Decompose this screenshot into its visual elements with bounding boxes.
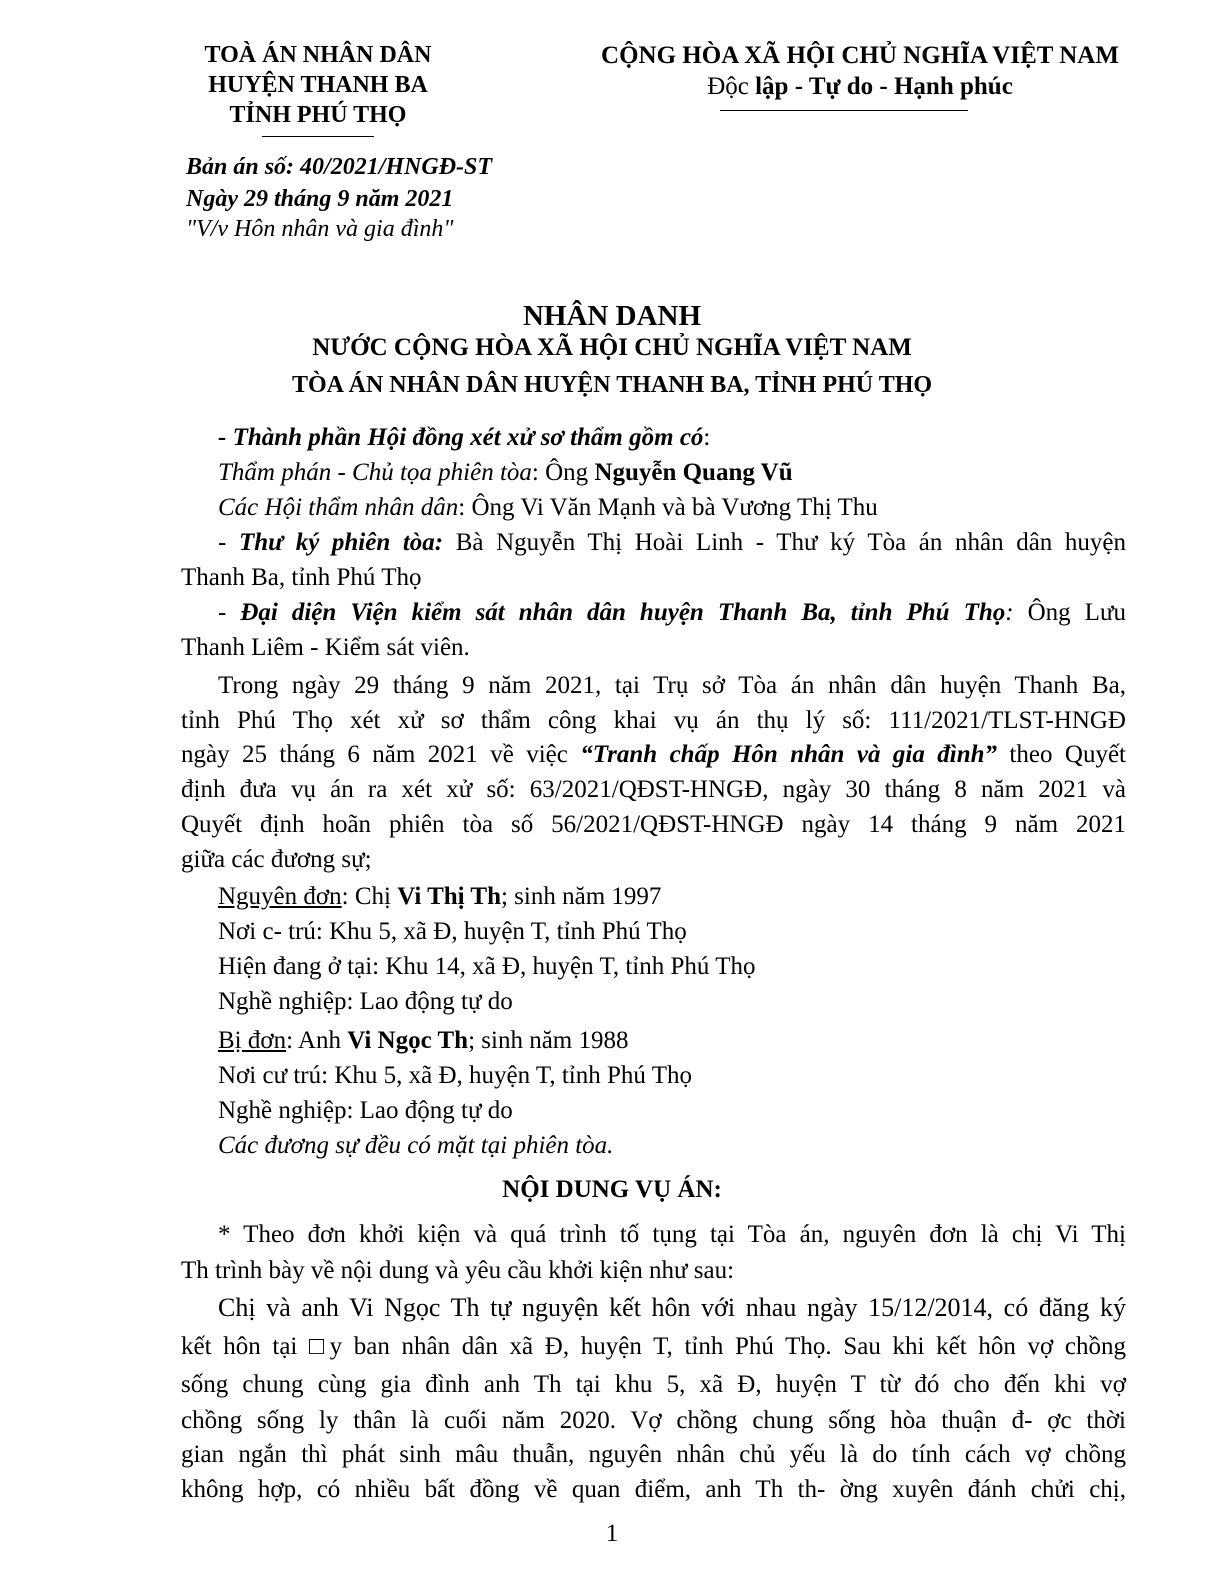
procuracy-line bbox=[218, 598, 1126, 628]
plaintiff-residence: Nơi c- trú: Khu 5, xã Đ, huyện T, tỉnh Phú Thọ bbox=[218, 918, 687, 945]
content-heading: NỘI DUNG VỤ ÁN: bbox=[502, 1176, 722, 1203]
defendant-label: Bị đơn bbox=[218, 1027, 287, 1054]
plaintiff-name: Vi Thị Th bbox=[397, 883, 501, 910]
title-court: TÒA ÁN NHÂN DÂN HUYỆN THANH BA, TỈNH PHÚ THỌ bbox=[291, 372, 933, 398]
plaintiff-label: Nguyên đơn bbox=[218, 883, 342, 910]
judge-sep: : Ông bbox=[531, 459, 595, 486]
content-p1-line-1: * Theo đơn khởi kiện và quá trình tố tụng tại Tòa án, nguyên đơn là chị Vi Thị bbox=[218, 1221, 1126, 1248]
content-p2-line-4: chồng sống ly thân là cuối năm 2020. Vợ chồng chung sống hòa thuận đ- ợc thời bbox=[181, 1407, 1126, 1434]
defendant-birth: ; sinh năm 1988 bbox=[468, 1027, 629, 1054]
case-type: “Tranh chấp Hôn nhân và gia đình” bbox=[580, 741, 998, 768]
intro-line-6: giữa các đương sự; bbox=[181, 846, 372, 873]
panel-heading-colon: : bbox=[703, 424, 711, 451]
plaintiff-line bbox=[218, 882, 661, 912]
procuracy-dash: - bbox=[218, 599, 241, 626]
procuracy-colon: : bbox=[1005, 599, 1014, 626]
procuracy-label: Đại diện Viện kiểm sát nhân dân huyện Thanh Ba, tỉnh Phú Thọ bbox=[240, 599, 1006, 626]
intro-line-5: Quyết định hoãn phiên tòa số 56/2021/QĐST-HNGĐ ngày 14 tháng 9 năm 2021 bbox=[181, 811, 1126, 838]
content-p2-line-5: gian ngắn thì phát sinh mâu thuẫn, nguyên nhân chủ yếu là do tính cách vợ chồng bbox=[181, 1441, 1126, 1468]
intro-line-1: Trong ngày 29 tháng 9 năm 2021, tại Trụ sở Tòa án nhân dân huyện Thanh Ba, bbox=[218, 672, 1126, 699]
clerk-line-cont: Thanh Ba, tỉnh Phú Thọ bbox=[181, 564, 422, 591]
national-header bbox=[560, 40, 1160, 102]
plaintiff-pre: : Chị bbox=[341, 883, 398, 910]
court-header bbox=[168, 40, 468, 130]
clerk-value: Bà Nguyễn Thị Hoài Linh - Thư ký Tòa án nhân dân huyện bbox=[443, 529, 1126, 556]
lay-assessors bbox=[218, 493, 878, 523]
panel-heading-text: - Thành phần Hội đồng xét xử sơ thẩm gồm có bbox=[218, 424, 704, 451]
title-in-the-name: NHÂN DANH bbox=[522, 300, 702, 332]
clerk-label: Thư ký phiên tòa: bbox=[238, 529, 444, 556]
intro-line-3c: theo Quyết bbox=[997, 741, 1126, 768]
court-name-line1: TOÀ ÁN NHÂN DÂN bbox=[204, 42, 432, 68]
content-p2-line-3: sống chung cùng gia đình anh Th tại khu 5, xã Đ, huyện T từ đó cho đến khi vợ bbox=[181, 1371, 1126, 1398]
intro-line-3a: ngày 25 tháng 6 năm 2021 về việc bbox=[181, 741, 581, 768]
parties-presence-text: Các đương sự đều có mặt tại phiên tòa. bbox=[218, 1132, 614, 1159]
defendant-pre: : Anh bbox=[286, 1027, 348, 1054]
parties-presence bbox=[218, 1131, 613, 1161]
content-p2-line-2: kết hôn tại □y ban nhân dân xã Đ, huyện T, tỉnh Phú Thọ. Sau khi kết hôn vợ chồng bbox=[181, 1333, 1126, 1360]
defendant-occupation: Nghề nghiệp: Lao động tự do bbox=[218, 1097, 513, 1124]
court-header-rule bbox=[262, 136, 374, 137]
intro-line-3 bbox=[181, 740, 1126, 770]
title-republic: NƯỚC CỘNG HÒA XÃ HỘI CHỦ NGHĨA VIỆT NAM bbox=[312, 334, 912, 361]
page-number: 1 bbox=[605, 1520, 619, 1547]
judgment-date: Ngày 29 tháng 9 năm 2021 bbox=[186, 186, 454, 212]
panel-heading bbox=[218, 423, 710, 453]
procuracy-value: Ông Lưu bbox=[1013, 599, 1126, 626]
motto-part-2: lập - Tự do - Hạnh phúc bbox=[755, 73, 1013, 100]
motto-part-1: Độc bbox=[707, 73, 756, 100]
defendant-name: Vi Ngọc Th bbox=[347, 1027, 469, 1054]
court-name-line2: HUYỆN THANH BA bbox=[208, 72, 428, 98]
judgment-number: Bản án số: 40/2021/HNGĐ-ST bbox=[186, 154, 493, 180]
plaintiff-birth: ; sinh năm 1997 bbox=[500, 883, 662, 910]
procuracy-line-cont: Thanh Liêm - Kiểm sát viên. bbox=[181, 634, 470, 661]
defendant-line bbox=[218, 1026, 629, 1056]
content-p1-line-2: Th trình bày về nội dung và yêu cầu khởi kiện như sau: bbox=[181, 1257, 735, 1284]
plaintiff-current-address: Hiện đang ở tại: Khu 14, xã Đ, huyện T, tỉnh Phú Thọ bbox=[218, 953, 756, 980]
motto-rule bbox=[720, 110, 968, 111]
content-p2-line-1: Chị và anh Vi Ngọc Th tự nguyện kết hôn với nhau ngày 15/12/2014, có đăng ký bbox=[218, 1293, 1126, 1322]
intro-line-2: tỉnh Phú Thọ xét xử sơ thẩm công khai vụ án thụ lý số: 111/2021/TLST-HNGĐ bbox=[181, 707, 1126, 734]
judge-label: Thẩm phán - Chủ tọa phiên tòa bbox=[218, 459, 532, 486]
content-p2-line-6: không hợp, có nhiều bất đồng về quan điểm, anh Th th- ờng xuyên đánh chửi chị, bbox=[181, 1476, 1126, 1503]
court-name-line3: TỈNH PHÚ THỌ bbox=[229, 102, 407, 128]
intro-line-4: định đưa vụ án ra xét xử số: 63/2021/QĐST-HNGĐ, ngày 30 tháng 8 năm 2021 và bbox=[181, 776, 1126, 803]
assessors-value: : Ông Vi Văn Mạnh và bà Vương Thị Thu bbox=[458, 494, 878, 521]
presiding-judge bbox=[218, 458, 793, 488]
judge-name: Nguyễn Quang Vũ bbox=[594, 459, 793, 486]
assessors-label: Các Hội thẩm nhân dân bbox=[218, 494, 459, 521]
plaintiff-occupation: Nghề nghiệp: Lao động tự do bbox=[218, 988, 513, 1015]
clerk-line bbox=[218, 528, 1126, 558]
nation-name: CỘNG HÒA XÃ HỘI CHỦ NGHĨA VIỆT NAM bbox=[601, 42, 1119, 69]
judgment-subject: "V/v Hôn nhân và gia đình" bbox=[186, 216, 454, 242]
national-motto bbox=[560, 71, 1160, 102]
defendant-residence: Nơi cư trú: Khu 5, xã Đ, huyện T, tỉnh Phú Thọ bbox=[218, 1062, 692, 1089]
clerk-dash: - bbox=[218, 529, 239, 556]
